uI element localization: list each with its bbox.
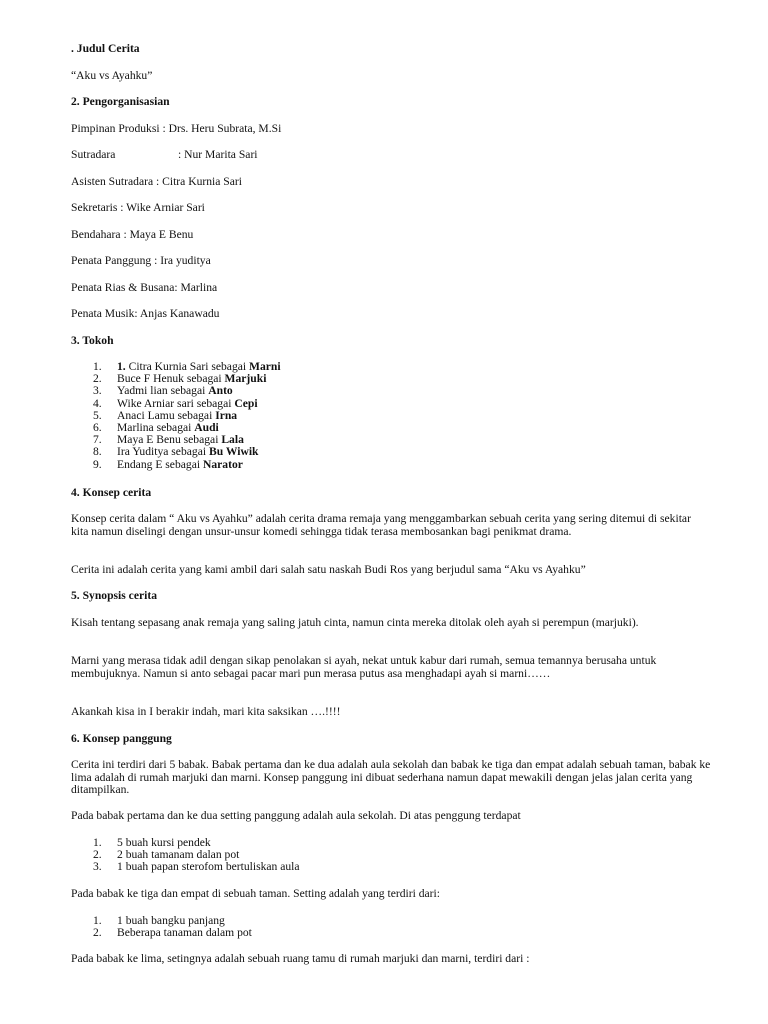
paragraph-konsep-2: Cerita ini adalah cerita yang kami ambil dari salah satu naskah Budi Ros yang berjudul sama “Aku vs Ayahku” bbox=[71, 563, 586, 576]
section-heading-konsep-panggung: 6. Konsep panggung bbox=[71, 732, 172, 745]
org-sutradara-value: : Nur Marita Sari bbox=[178, 148, 258, 161]
org-sutradara-label: Sutradara bbox=[71, 148, 116, 161]
list-item: 7. Maya E Benu sebagai Lala bbox=[93, 433, 244, 447]
list-item: 2. Beberapa tanaman dalam pot bbox=[93, 926, 252, 940]
org-pimpinan: Pimpinan Produksi : Drs. Heru Subrata, M.Si bbox=[71, 122, 282, 135]
list-item: 5. Anaci Lamu sebagai Irna bbox=[93, 408, 238, 422]
setting-list-aula bbox=[71, 837, 300, 874]
org-panggung: Penata Panggung : Ira yuditya bbox=[71, 254, 211, 267]
paragraph-panggung-3: Pada babak ke tiga dan empat di sebuah taman. Setting adalah yang terdiri dari: bbox=[71, 887, 440, 900]
paragraph-synopsis-2: Marni yang merasa tidak adil dengan sikap penolakan si ayah, nekat untuk kabur dari rumah, semua temannya berusaha untuk membujuknya. Namun si anto sebagai pacar mari pun merasa putus asa menghadapi ayah si marni…… bbox=[71, 654, 657, 680]
setting-list-taman bbox=[71, 915, 252, 939]
list-item: 1. 1 buah bangku panjang bbox=[93, 914, 225, 927]
section-heading-tokoh: 3. Tokoh bbox=[71, 334, 114, 347]
org-bendahara: Bendahara : Maya E Benu bbox=[71, 228, 194, 241]
list-item: 9. Endang E sebagai Narator bbox=[93, 457, 243, 471]
paragraph-panggung-2: Pada babak pertama dan ke dua setting panggung adalah aula sekolah. Di atas penggung terdapat bbox=[71, 809, 521, 822]
list-item: 1. 1. Citra Kurnia Sari sebagai Marni bbox=[93, 360, 281, 373]
list-item: 2. 2 buah tamanam dalan pot bbox=[93, 848, 240, 862]
tokoh-list bbox=[71, 361, 281, 471]
org-asisten: Asisten Sutradara : Citra Kurnia Sari bbox=[71, 175, 242, 188]
org-sekretaris: Sekretaris : Wike Arniar Sari bbox=[71, 201, 205, 214]
story-title: “Aku vs Ayahku” bbox=[71, 69, 153, 82]
list-item: 3. Yadmi lian sebagai Anto bbox=[93, 384, 233, 398]
paragraph-konsep-1: Konsep cerita dalam “ Aku vs Ayahku” adalah cerita drama remaja yang menggambarkan sebuah cerita yang sering ditemui di sekitar kita namun diselingi dengan unsur-unsur komedi sehingga tidak terasa membosankan bagi penikmat drama. bbox=[71, 512, 691, 538]
section-heading-konsep-cerita: 4. Konsep cerita bbox=[71, 486, 152, 499]
list-item: 8. Ira Yuditya sebagai Bu Wiwik bbox=[93, 445, 259, 459]
list-item: 2. Buce F Henuk sebagai Marjuki bbox=[93, 372, 267, 386]
paragraph-synopsis-3: Akankah kisa in I berakir indah, mari kita saksikan ….!!!! bbox=[71, 705, 341, 718]
list-item: 3. 1 buah papan sterofom bertuliskan aula bbox=[93, 860, 300, 874]
section-heading-synopsis: 5. Synopsis cerita bbox=[71, 589, 157, 602]
org-rias: Penata Rias & Busana: Marlina bbox=[71, 281, 218, 294]
org-musik: Penata Musik: Anjas Kanawadu bbox=[71, 307, 220, 320]
list-item: 4. Wike Arniar sari sebagai Cepi bbox=[93, 396, 258, 410]
org-sutradara bbox=[71, 149, 258, 162]
paragraph-panggung-1: Cerita ini terdiri dari 5 babak. Babak pertama dan ke dua adalah aula sekolah dan babak ke tiga dan empat adalah sebuah taman, babak ke lima adalah di rumah marjuki dan marni. Konsep panggung ini dibuat sederhana namun dapat mewakili dengan jelas jalan cerita yang ditampilkan. bbox=[71, 758, 711, 797]
paragraph-synopsis-1: Kisah tentang sepasang anak remaja yang saling jatuh cinta, namun cinta mereka ditolak oleh ayah si perempun (marjuki). bbox=[71, 616, 639, 629]
paragraph-panggung-4: Pada babak ke lima, setingnya adalah sebuah ruang tamu di rumah marjuki dan marni, terdiri dari : bbox=[71, 952, 530, 965]
section-heading-judul: . Judul Cerita bbox=[71, 42, 140, 55]
list-item: 6. Marlina sebagai Audi bbox=[93, 420, 219, 434]
list-item: 1. 5 buah kursi pendek bbox=[93, 836, 211, 849]
section-heading-pengorganisasian: 2. Pengorganisasian bbox=[71, 95, 170, 108]
